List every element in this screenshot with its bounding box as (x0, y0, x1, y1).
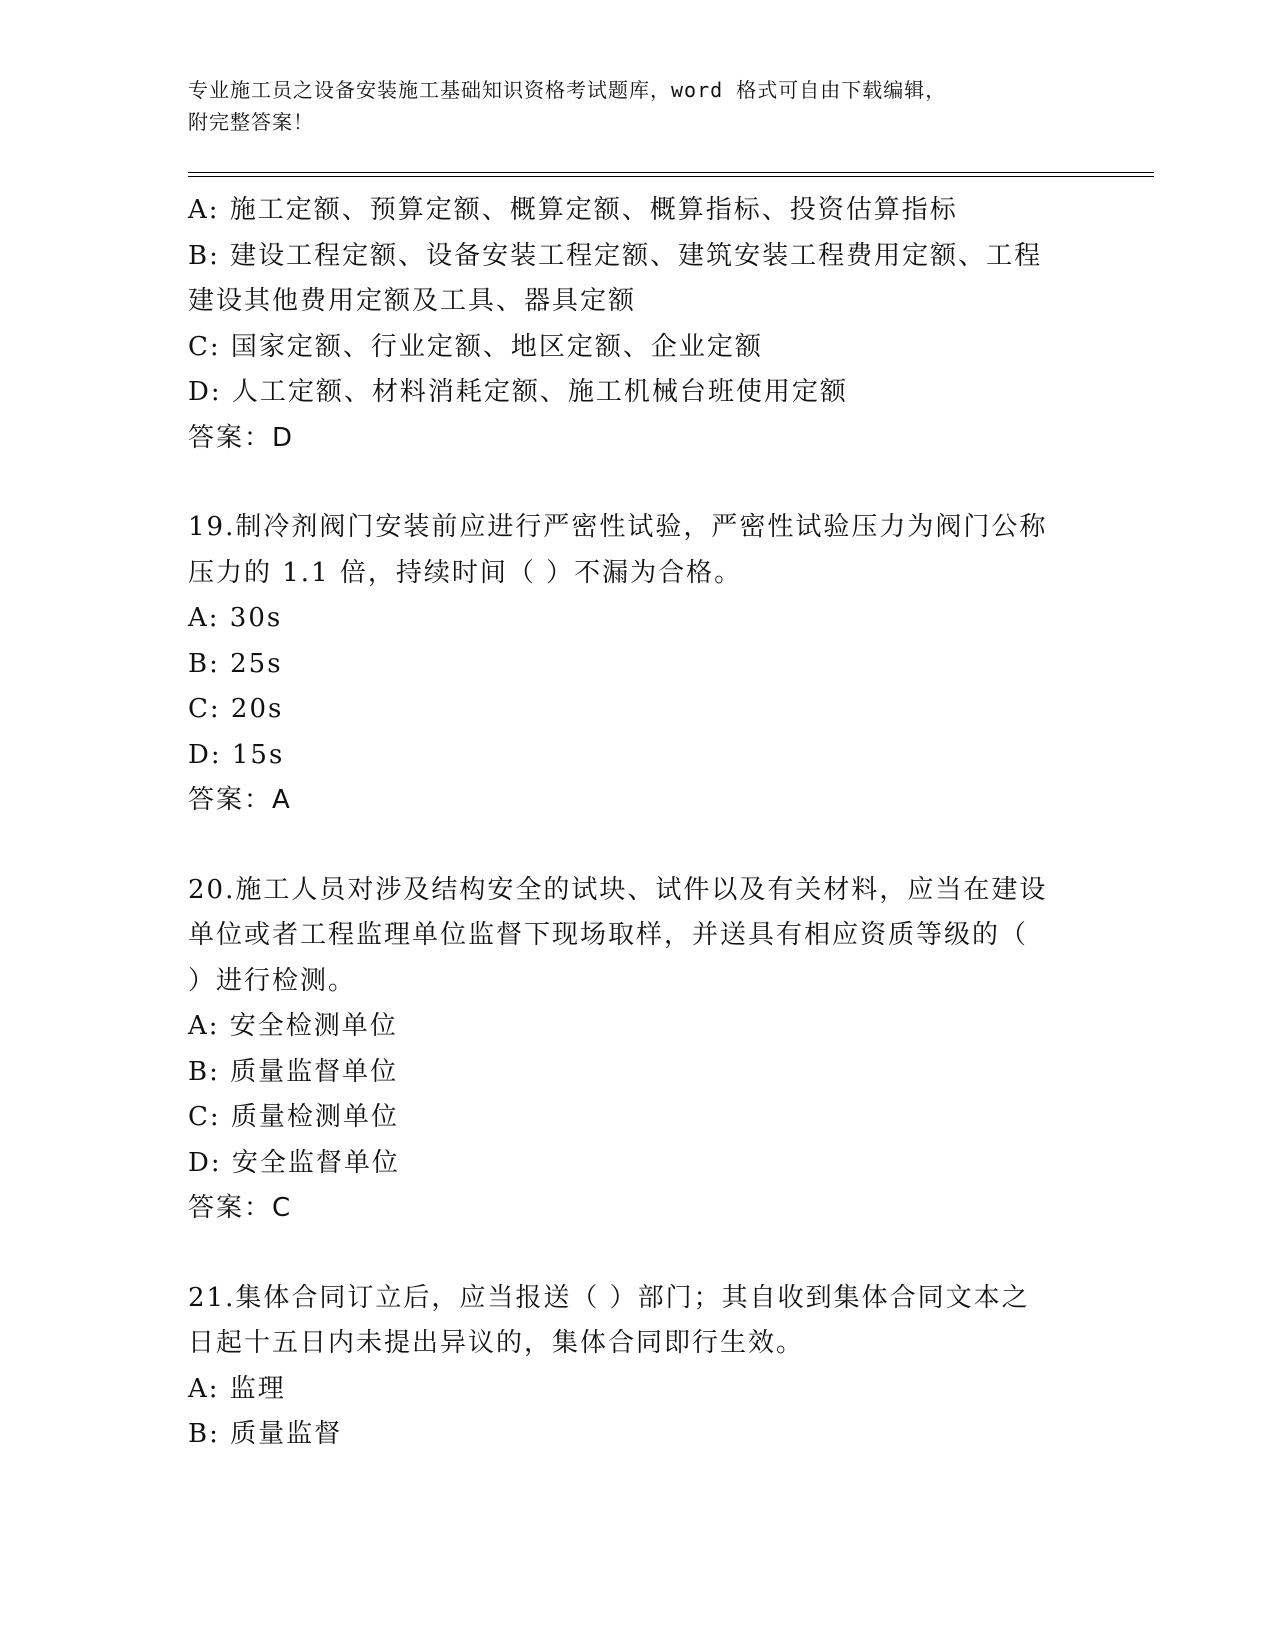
q20-option-a: A: 安全检测单位 (188, 1011, 398, 1041)
q18-option-b-cont: 建设其他费用定额及工具、器具定额 (188, 286, 637, 316)
q18-option-c: C: 国家定额、行业定额、地区定额、企业定额 (188, 331, 763, 362)
q20-option-d: D: 安全监督单位 (188, 1147, 400, 1178)
question-content (188, 188, 1088, 1458)
q21-stem-line-1: 21.集体合同订立后，应当报送（ ）部门；其自收到集体合同文本之 (188, 1282, 1030, 1313)
q19-option-d: D: 15s (188, 739, 285, 770)
document-header (188, 74, 1088, 138)
q19-answer: 答案：A (188, 785, 292, 815)
header-rule-bottom (188, 176, 1154, 177)
q18-option-d: D: 人工定额、材料消耗定额、施工机械台班使用定额 (188, 377, 848, 407)
q18-option-a: A: 施工定额、预算定额、概算定额、概算指标、投资估算指标 (188, 195, 958, 225)
q19-option-a: A: 30s (188, 603, 283, 633)
q18-option-b: B: 建设工程定额、设备安装工程定额、建筑安装工程费用定额、工程 (188, 240, 1043, 271)
q20-option-c: C: 质量检测单位 (188, 1102, 399, 1132)
header-line-2: 附完整答案！ (188, 110, 314, 134)
q19-option-c: C: 20s (188, 694, 284, 724)
q21-option-a: A: 监理 (188, 1373, 286, 1404)
q21-stem-line-2: 日起十五日内未提出异议的，集体合同即行生效。 (188, 1328, 805, 1358)
header-line-1: 专业施工员之设备安装施工基础知识资格考试题库，word 格式可自由下载编辑， (188, 78, 947, 102)
q20-stem-line-1: 20.施工人员对涉及结构安全的试块、试件以及有关材料，应当在建设 (188, 874, 1048, 905)
spacer (188, 824, 1088, 868)
q20-answer: 答案：C (188, 1193, 293, 1223)
q19-option-b: B: 25s (188, 648, 283, 679)
q20-stem-line-2: 单位或者工程监理单位监督下现场取样，并送具有相应资质等级的（ (188, 920, 1029, 950)
question-20-block (188, 868, 1088, 1232)
spacer (188, 1232, 1088, 1276)
q18-answer: 答案：D (188, 422, 295, 453)
question-21-block (188, 1276, 1088, 1458)
q20-option-b: B: 质量监督单位 (188, 1056, 399, 1087)
q21-option-b: B: 质量监督 (188, 1419, 343, 1449)
header-rule-top (188, 172, 1154, 173)
question-18-block (188, 188, 1088, 461)
question-19-block (188, 505, 1088, 824)
q19-stem-line-1: 19.制冷剂阀门安装前应进行严密性试验，严密性试验压力为阀门公称 (188, 512, 1048, 542)
spacer (188, 461, 1088, 505)
q20-stem-line-3: ）进行检测。 (188, 965, 357, 996)
q19-stem-line-2: 压力的 1.1 倍，持续时间（ ）不漏为合格。 (188, 557, 743, 588)
